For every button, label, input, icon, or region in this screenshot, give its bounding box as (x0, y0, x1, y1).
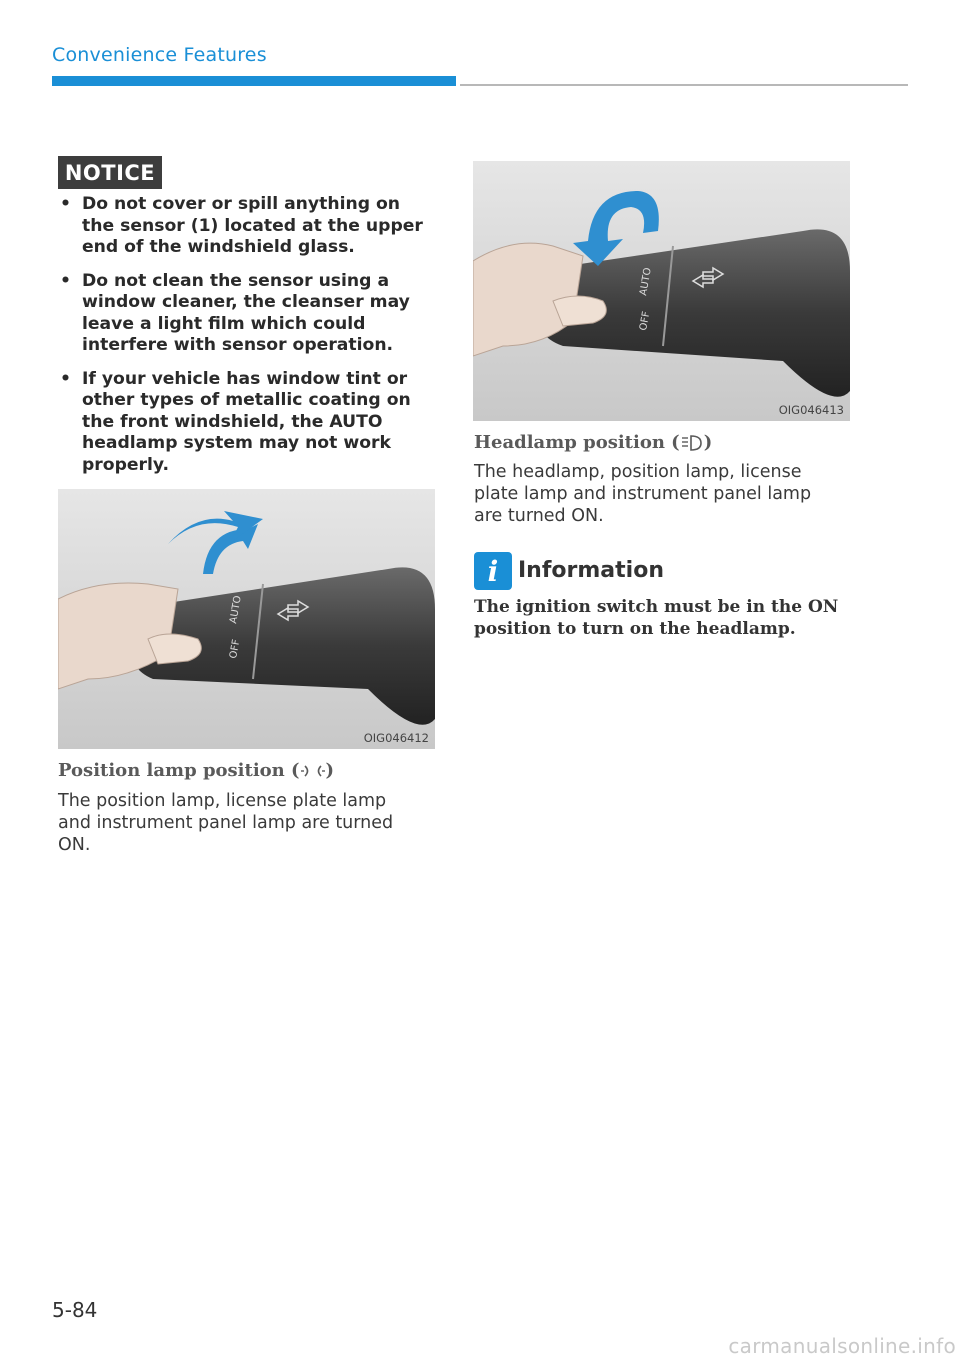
notice-item-text: Do not cover or spill anything on the sensor (1) located at the upper end of the windshield glass. (82, 194, 423, 257)
notice-list (58, 194, 438, 488)
notice-badge: NOTICE (58, 156, 162, 189)
notice-item: • Do not cover or spill anything on the sensor (1) located at the upper end of the windshield glass. (60, 194, 423, 257)
headlamp-heading: Headlamp position ( ) (474, 432, 713, 453)
position-lamp-text: The position lamp, license plate lamp and instrument panel lamp are turned ON. (58, 791, 394, 855)
notice-item-text: If your vehicle has window tint or other types of metallic coating on the front windshield, the AUTO headlamp system may not work properly. (82, 368, 411, 475)
headlamp-figure (473, 161, 850, 421)
stalk-label-auto: AUTO (638, 266, 654, 297)
figure-code: OIG046412 (363, 731, 429, 745)
header-accent-bar (52, 76, 456, 86)
notice-item: • If your vehicle has window tint or other types of metallic coating on the front windshield, the AUTO headlamp system may not work properly. (60, 368, 411, 475)
stalk-label-auto: AUTO (228, 594, 244, 625)
section-title: Convenience Features (52, 44, 267, 66)
header-divider (460, 84, 908, 86)
information-heading: Information (518, 558, 664, 583)
position-lamp-heading: Position lamp position ( ) (58, 760, 335, 781)
notice-item-text: Do not clean the sensor using a window cleaner, the cleanser may leave a light film which could interfere with sensor operation. (82, 270, 410, 355)
information-text: The ignition switch must be in the ON position to turn on the headlamp. (474, 597, 839, 639)
position-lamp-figure (58, 489, 435, 749)
information-icon: i (474, 552, 512, 590)
stalk-illustration (473, 161, 850, 421)
stalk-illustration (58, 489, 435, 749)
stalk-label-off: OFF (638, 310, 653, 332)
figure-code: OIG046413 (778, 403, 844, 417)
position-lamp-icon (301, 763, 325, 779)
page-number: 5-84 (52, 1298, 98, 1322)
headlamp-icon (681, 434, 703, 452)
stalk-label-off: OFF (228, 638, 243, 660)
headlamp-text: The headlamp, position lamp, license plate lamp and instrument panel lamp are turned ON. (474, 462, 812, 526)
notice-item: • Do not clean the sensor using a window cleaner, the cleanser may leave a light film which could interfere with sensor operation. (60, 270, 410, 355)
watermark: carmanualsonline.info (728, 1334, 956, 1358)
